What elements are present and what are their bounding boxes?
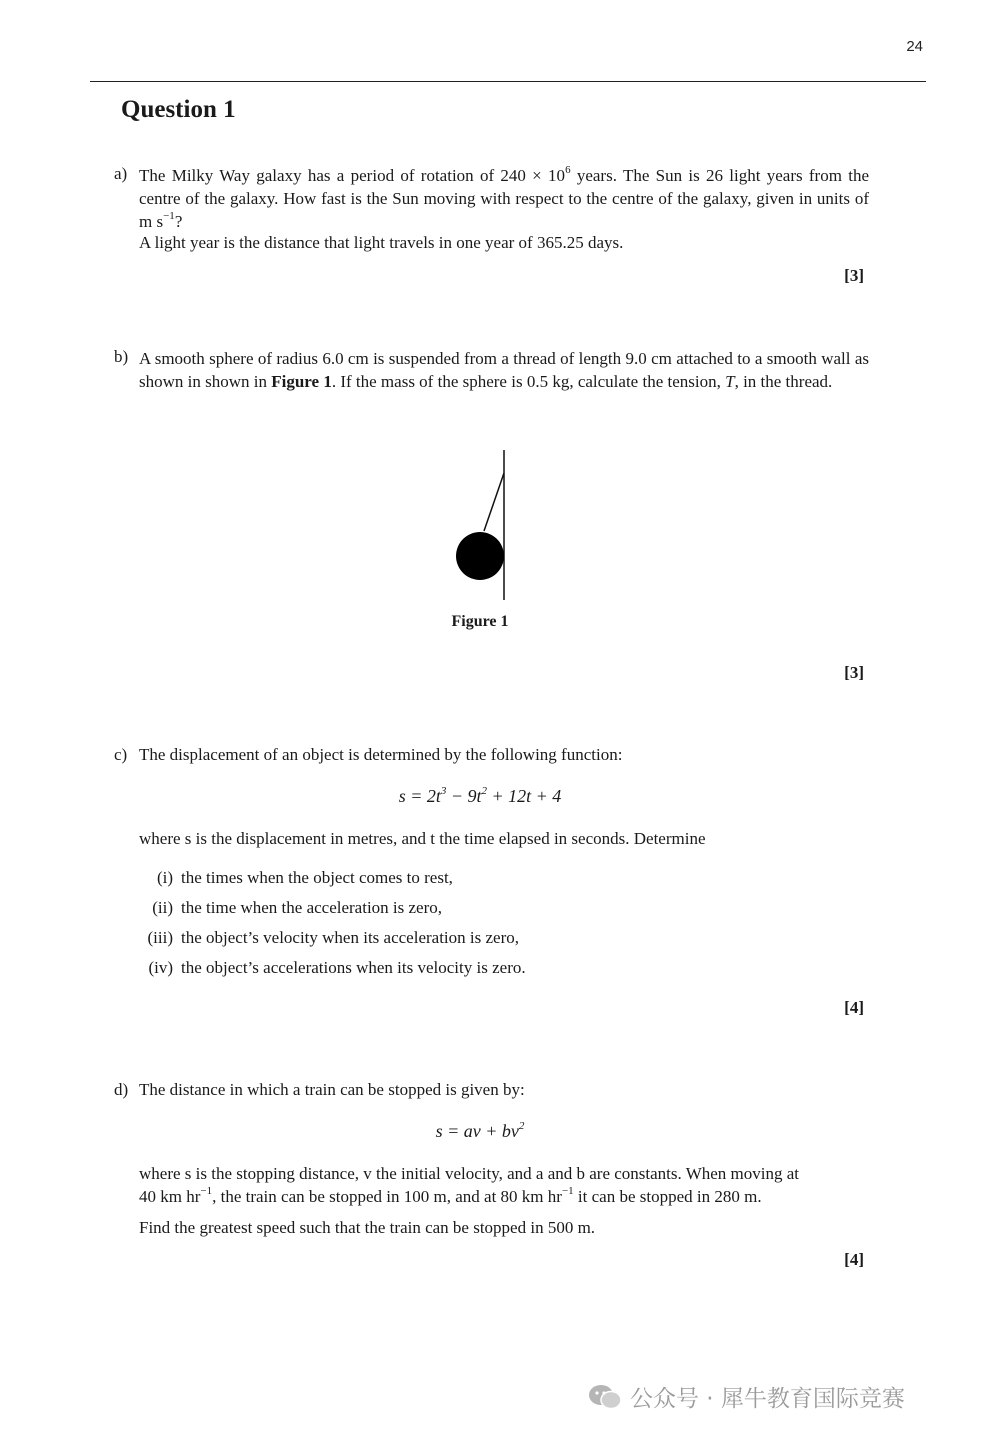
part-d-marks: [4] bbox=[844, 1250, 864, 1269]
figure-1-caption: Figure 1 bbox=[451, 613, 509, 630]
part-c-label: c) bbox=[114, 745, 128, 764]
part-a-marks: [3] bbox=[844, 266, 864, 285]
part-d-text-3: Find the greatest speed such that the train can be stopped in 500 m. bbox=[139, 1218, 596, 1237]
part-c-item-num: (i) bbox=[156, 868, 173, 887]
part-d-text-2: 40 km $hr^{-1}$, the train can be stopped in 100 m, and at 80 km $hr^{-1}$ it can be stopped in 280 m. bbox=[139, 1185, 762, 1206]
part-d-equation: s = av + $bv^2$ bbox=[435, 1120, 525, 1141]
part-c-item-text: the time when the acceleration is zero, bbox=[181, 898, 443, 917]
thread-line bbox=[484, 473, 504, 531]
part-d-label: d) bbox=[114, 1080, 129, 1099]
part-c-equation: $s = 2t^3 - 9t^2 + 12t + 4$ bbox=[398, 785, 562, 806]
header-rule bbox=[90, 81, 926, 82]
part-c-item-num: (iv) bbox=[148, 958, 173, 977]
part-d-text-1: where s is the stopping distance, v the initial velocity, and a and b are constants. When moving at bbox=[139, 1164, 800, 1183]
part-b-label: b) bbox=[114, 347, 129, 366]
page-number: 24 bbox=[906, 38, 923, 55]
watermark: 公众号 · 犀牛教育国际竞赛 bbox=[588, 1380, 905, 1413]
part-b-marks: [3] bbox=[844, 663, 864, 682]
part-a-label: a) bbox=[114, 164, 128, 183]
wechat-icon bbox=[588, 1383, 622, 1411]
part-c-marks: [4] bbox=[844, 998, 864, 1017]
part-c-item-text: the times when the object comes to rest, bbox=[181, 868, 453, 887]
sphere bbox=[456, 532, 504, 580]
figure-1-diagram bbox=[440, 445, 530, 605]
part-b-text: A smooth sphere of radius 6.0 cm is suspended from a thread of length 9.0 cm attached to a smooth wall as shown in shown in Figure 1. If the mass of the sphere is 0.5 kg, calculate the tension, T, in the thread. bbox=[139, 349, 869, 391]
part-c-where: where s is the displacement in metres, and t the time elapsed in seconds. Determine bbox=[139, 829, 706, 848]
part-a-note: A light year is the distance that light travels in one year of 365.25 days. bbox=[139, 233, 624, 252]
part-c-intro: The displacement of an object is determined by the following function: bbox=[139, 745, 623, 764]
part-c-item-text: the object’s velocity when its acceleration is zero, bbox=[181, 928, 519, 947]
part-c-item-num: (ii) bbox=[152, 898, 173, 917]
part-c-item-num: (iii) bbox=[147, 928, 173, 947]
part-c-item-text: the object’s accelerations when its velocity is zero. bbox=[181, 958, 526, 977]
part-d-intro: The distance in which a train can be stopped is given by: bbox=[139, 1080, 525, 1099]
part-a-text: The Milky Way galaxy has a period of rotation of $240 \times 10^6$ years. The Sun is 26 light years from the centre of the galaxy. How fast is the Sun moving with respect to the centre of the galaxy, given in units of m $s^{-1}$? bbox=[139, 164, 869, 231]
question-title: Question 1 bbox=[121, 96, 236, 123]
